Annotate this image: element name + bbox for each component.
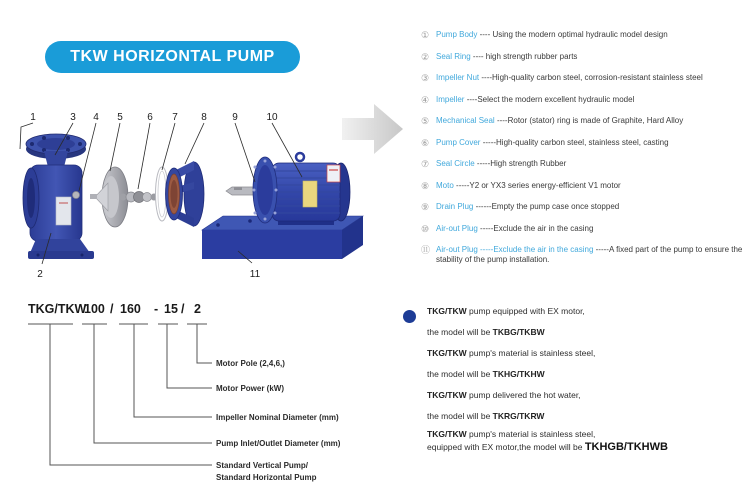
part-item bbox=[421, 73, 755, 83]
part-item bbox=[421, 52, 755, 62]
part-item-number: ⑤ bbox=[421, 116, 430, 126]
variant-line: TKG/TKW pump's material is stainless steel, bbox=[427, 348, 596, 358]
part-number: 8 bbox=[201, 112, 207, 123]
part-item-number: ⑩ bbox=[421, 223, 430, 234]
motor bbox=[226, 153, 350, 225]
part-item-name: Pump Cover bbox=[436, 137, 481, 147]
model-code-segment: 100 bbox=[84, 302, 105, 316]
model-code-segment: 15 bbox=[164, 302, 178, 316]
part-item-desc: -----High strength Rubber bbox=[476, 159, 567, 168]
title-banner bbox=[45, 41, 300, 73]
pump-cover bbox=[166, 161, 205, 227]
model-code-segment: - bbox=[154, 302, 159, 316]
model-code-segment: 2 bbox=[194, 302, 201, 316]
variant-line: TKG/TKW pump's material is stainless steel, bbox=[427, 429, 596, 439]
part-item bbox=[421, 30, 755, 40]
model-code-segment: / bbox=[110, 302, 114, 316]
part-item-number: ⑥ bbox=[421, 137, 430, 148]
variant-line: equipped with EX motor,the model will be TKHGB/TKHWB bbox=[427, 441, 668, 453]
right-arrow-icon bbox=[342, 104, 403, 154]
model-code-text bbox=[28, 302, 201, 316]
impeller-nut bbox=[73, 192, 80, 199]
part-item-name: Drain Plug bbox=[436, 202, 474, 211]
part-number: 6 bbox=[147, 112, 153, 123]
part-number: 7 bbox=[172, 112, 178, 123]
part-number: 2 bbox=[37, 269, 43, 280]
part-item bbox=[421, 224, 755, 234]
part-item-number: ⑧ bbox=[421, 180, 430, 191]
model-code-label: Standard Horizontal Pump bbox=[216, 473, 317, 482]
parts-list bbox=[421, 30, 755, 277]
model-code-lines bbox=[28, 324, 212, 465]
motor-brand-label bbox=[327, 165, 340, 182]
model-code-label: Motor Power (kW) bbox=[216, 384, 284, 393]
part-item-desc: ----Select the modern excellent hydraulic model bbox=[466, 94, 635, 104]
part-item-name: Pump Body bbox=[436, 30, 478, 39]
part-item-desc: -----Exclude the air in the casing bbox=[480, 223, 594, 233]
part-item-desc: ----High-quality carbon steel, corrosion-resistant stainless steel bbox=[481, 73, 703, 82]
part-item-name: Air-out Plug -----Exclude the air in the casing bbox=[436, 245, 594, 254]
part-number: 3 bbox=[70, 112, 76, 123]
part-item-number: ⑨ bbox=[421, 202, 430, 212]
part-item-number: ③ bbox=[421, 73, 430, 83]
model-code-label: Motor Pole (2,4,6,) bbox=[216, 359, 285, 368]
part-item-number: ④ bbox=[421, 94, 430, 105]
part-item-desc: -----A fixed part of the pump to ensure the stability of the pump installation. bbox=[436, 245, 743, 264]
model-code-segment: TKG/TKW bbox=[28, 302, 87, 316]
part-item-name: Air-out Plug bbox=[436, 223, 478, 233]
part-item bbox=[421, 138, 755, 148]
model-code-label: Pump Inlet/Outlet Diameter (mm) bbox=[216, 439, 341, 448]
model-code-segment: 160 bbox=[120, 302, 141, 316]
variant-line: the model will be TKHG/TKHW bbox=[427, 369, 545, 379]
model-code-label: Impeller Nominal Diameter (mm) bbox=[216, 413, 339, 422]
part-item-number: ⑪ bbox=[421, 245, 431, 255]
part-number: 11 bbox=[249, 269, 261, 280]
motor-yellow-label bbox=[303, 181, 317, 207]
part-number: 9 bbox=[232, 112, 238, 123]
model-code-labels bbox=[216, 359, 341, 482]
pump-body bbox=[23, 134, 94, 259]
part-number: 1 bbox=[30, 112, 36, 123]
part-item-name: Seal Ring bbox=[436, 51, 471, 61]
part-item-name: Mechanical Seal bbox=[436, 116, 495, 125]
model-code-label: Standard Vertical Pump/ bbox=[216, 461, 309, 470]
part-item bbox=[421, 159, 755, 169]
variant-line: the model will be TKRG/TKRW bbox=[427, 411, 545, 421]
part-number: 4 bbox=[93, 112, 99, 123]
part-item bbox=[421, 95, 755, 105]
variant-line: the model will be TKBG/TKBW bbox=[427, 327, 545, 337]
part-item bbox=[421, 202, 755, 212]
page-title: TKW HORIZONTAL PUMP bbox=[70, 48, 275, 65]
bullet-icon bbox=[403, 310, 416, 323]
part-item-desc: ---- high strength rubber parts bbox=[472, 51, 578, 61]
exploded-pump-diagram bbox=[10, 93, 420, 293]
part-number: 10 bbox=[266, 112, 278, 123]
part-item bbox=[421, 116, 755, 126]
part-item-desc: ----Rotor (stator) ring is made of Graphite, Hard Alloy bbox=[496, 116, 684, 125]
part-item-desc: ------Empty the pump case once stopped bbox=[475, 202, 620, 211]
part-item-desc: -----High-quality carbon steel, stainless steel, casting bbox=[482, 137, 669, 147]
part-item-name: Seal Circle bbox=[436, 159, 475, 168]
variant-line: TKG/TKW pump equipped with EX motor, bbox=[427, 306, 585, 316]
part-item bbox=[421, 245, 755, 265]
part-item bbox=[421, 181, 755, 191]
part-item-name: Moto bbox=[436, 180, 454, 190]
model-code-segment: / bbox=[181, 302, 185, 316]
model-code-diagram bbox=[0, 288, 400, 500]
part-item-number: ⑦ bbox=[421, 159, 430, 169]
part-item-desc: ---- Using the modern optimal hydraulic model design bbox=[479, 30, 668, 39]
pump-nameplate bbox=[56, 197, 71, 225]
part-number: 5 bbox=[117, 112, 123, 123]
part-item-number: ① bbox=[421, 30, 430, 40]
variant-line: TKG/TKW pump delivered the hot water, bbox=[427, 390, 581, 400]
part-item-desc: -----Y2 or YX3 series energy-efficient V1 motor bbox=[456, 180, 621, 190]
part-item-name: Impeller Nut bbox=[436, 73, 480, 82]
variants-section bbox=[400, 306, 750, 463]
part-item-name: Impeller bbox=[436, 94, 465, 104]
part-item-number: ② bbox=[421, 51, 430, 62]
